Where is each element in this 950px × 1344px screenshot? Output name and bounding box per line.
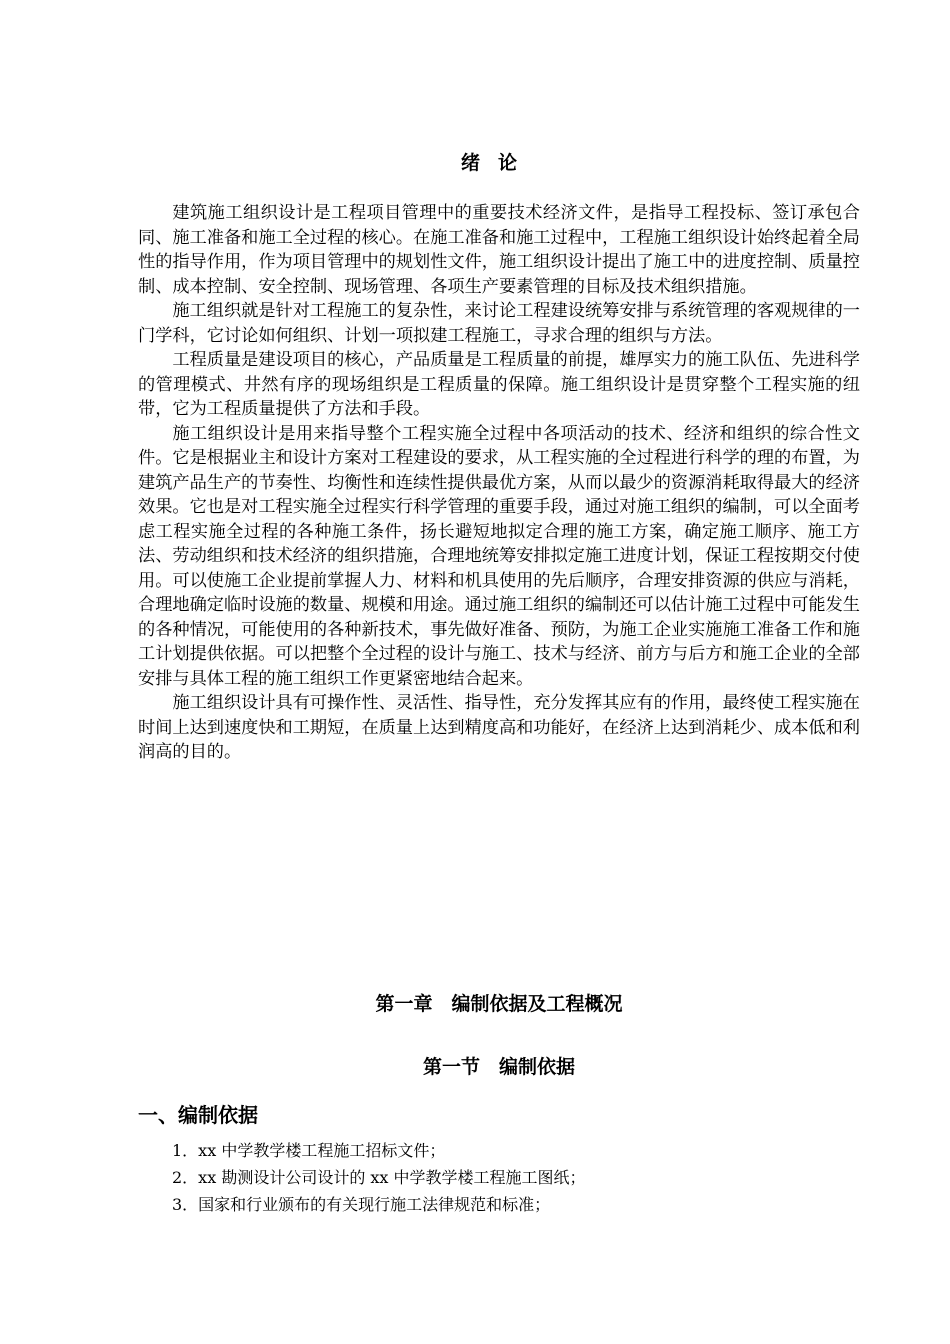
section-title: 第一节 编制依据	[422, 1056, 575, 1078]
intro-paragraph-2: 施工组织就是针对工程施工的复杂性，来讨论工程建设统筹安排与系统管理的客观规律的一门学科，它讨论如何组织、计划一项拟建工程施工，寻求合理的组织与方法。	[138, 301, 860, 346]
basis-list	[172, 1138, 586, 1219]
intro-paragraph-5: 施工组织设计具有可操作性、灵活性、指导性，充分发挥其应有的作用，最终使工程实施在时间上达到速度快和工期短，在质量上达到精度高和功能好，在经济上达到消耗少、成本低和利润高的目的。	[138, 693, 860, 762]
basis-list-item: 3．国家和行业颁布的有关现行施工法律规范和标准；	[172, 1195, 551, 1214]
intro-paragraph-3: 工程质量是建设项目的核心，产品质量是工程质量的前提，雄厚实力的施工队伍、先进科学的管理模式、井然有序的现场组织是工程质量的保障。施工组织设计是贯穿整个工程实施的纽带，它为工程质量提供了方法和手段。	[138, 350, 860, 419]
subsection-title: 一、编制依据	[138, 1103, 258, 1127]
intro-title: 绪论	[460, 152, 535, 174]
basis-list-item: 2．xx 勘测设计公司设计的 xx 中学教学楼工程施工图纸；	[172, 1168, 586, 1187]
basis-list-item: 1．xx 中学教学楼工程施工招标文件；	[172, 1141, 446, 1160]
intro-paragraph-4: 施工组织设计是用来指导整个工程实施全过程中各项活动的技术、经济和组织的综合性文件。它是根据业主和设计方案对工程建设的要求，从工程实施的全过程进行科学的理的布置，为建筑产品生产的节奏性、均衡性和连续性提供最优方案，从而以最少的资源消耗取得最大的经济效果。它也是对工程实施全过程实行科学管理的重要手段，通过对施工组织的编制，可以全面考虑工程实施全过程的各种施工条件，扬长避短地拟定合理的施工方案，确定施工顺序、施工方法、劳动组织和技术经济的组织措施，合理地统筹安排拟定施工进度计划，保证工程按期交付使用。可以使施工企业提前掌握人力、材料和机具使用的先后顺序，合理安排资源的供应与消耗，合理地确定临时设施的数量、规模和用途。通过施工组织的编制还可以估计施工过程中可能发生的各种情况，可能使用的各种新技术，事先做好准备、预防，为施工企业实施施工准备工作和施工计划提供依据。可以把整个全过程的设计与施工、技术与经济、前方与后方和施工企业的全部安排与具体工程的施工组织工作更紧密地结合起来。	[138, 423, 860, 689]
intro-body	[138, 201, 860, 765]
chapter-title: 第一章 编制依据及工程概况	[375, 993, 623, 1015]
intro-paragraph-1: 建筑施工组织设计是工程项目管理中的重要技术经济文件，是指导工程投标、签订承包合同、施工准备和施工全过程的核心。在施工准备和施工过程中，工程施工组织设计始终起着全局性的指导作用，作为项目管理中的规划性文件，施工组织设计提出了施工中的进度控制、质量控制、成本控制、安全控制、现场管理、各项生产要素管理的目标及技术组织措施。	[138, 203, 860, 297]
